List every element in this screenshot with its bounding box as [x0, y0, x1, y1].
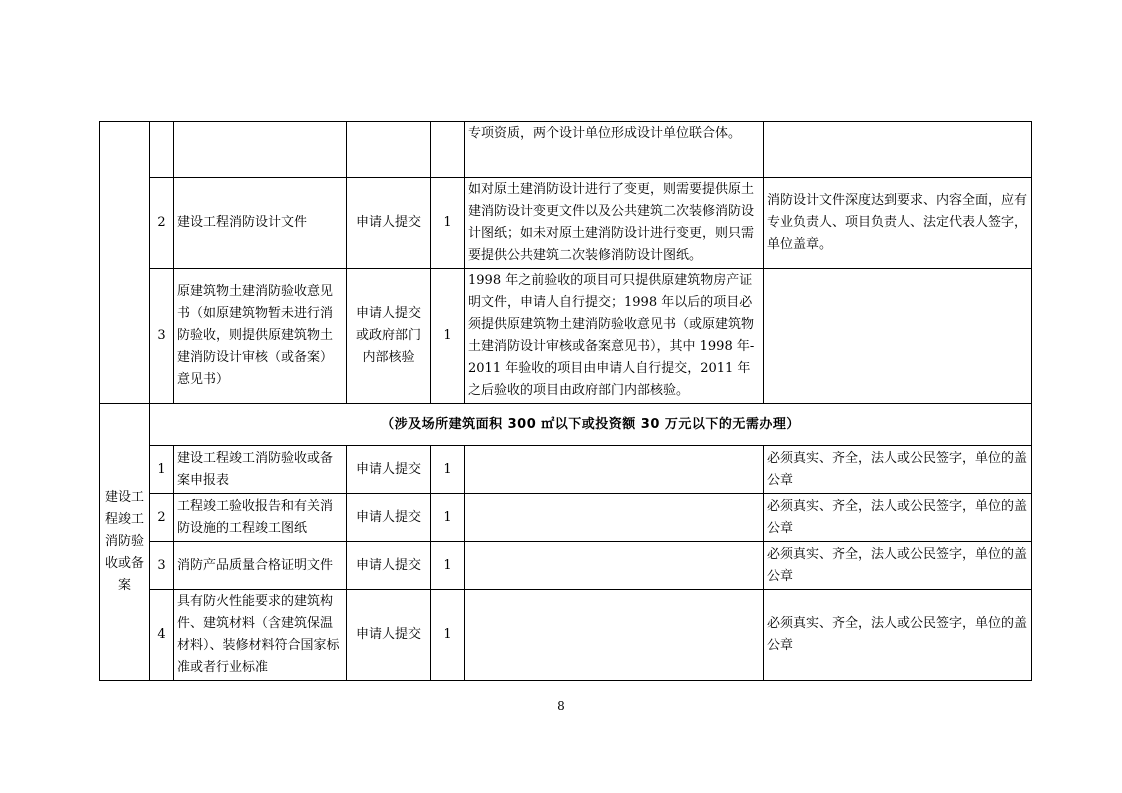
- copies-cell: [431, 122, 465, 178]
- row-number: 2: [150, 494, 174, 542]
- copies-cell: 1: [431, 542, 465, 590]
- material-cell: 原建筑物土建消防验收意见书（如原建筑物暂未进行消防验收，则提供原建筑物土建消防设计审核（或备案）意见书）: [174, 269, 347, 404]
- material-cell: 消防产品质量合格证明文件: [174, 542, 347, 590]
- table-row: [100, 122, 1032, 178]
- source-cell: 申请人提交: [347, 446, 431, 494]
- row-number: [150, 122, 174, 178]
- description-cell: 1998 年之前验收的项目可只提供原建筑物房产证明文件，申请人自行提交；1998 年以后的项目必须提供原建筑物土建消防验收意见书（或原建筑物土建消防设计审核或备案意见书），其中 1998 年-2011 年验收的项目由申请人自行提交，2011 年之后验收的项目由政府部门内部核验。: [465, 269, 764, 404]
- requirement-cell: 必须真实、齐全，法人或公民签字，单位的盖公章: [764, 590, 1032, 681]
- source-cell: 申请人提交: [347, 494, 431, 542]
- source-cell: 申请人提交: [347, 178, 431, 269]
- description-cell: [465, 446, 764, 494]
- banner-row: [100, 404, 1032, 446]
- copies-cell: 1: [431, 269, 465, 404]
- page-number: 8: [557, 699, 565, 713]
- category-cell: 建设工程竣工消防验收或备案: [100, 404, 150, 681]
- requirement-cell: 必须真实、齐全，法人或公民签字，单位的盖公章: [764, 494, 1032, 542]
- material-cell: 工程竣工验收报告和有关消防设施的工程竣工图纸: [174, 494, 347, 542]
- copies-cell: 1: [431, 446, 465, 494]
- table-row: [100, 494, 1032, 542]
- table-row: [100, 590, 1032, 681]
- requirement-cell: [764, 269, 1032, 404]
- table-row: [100, 446, 1032, 494]
- requirements-table: [99, 121, 1032, 681]
- description-cell: [465, 494, 764, 542]
- row-number: 3: [150, 269, 174, 404]
- requirement-cell: 消防设计文件深度达到要求、内容全面，应有专业负责人、项目负责人、法定代表人签字，单位盖章。: [764, 178, 1032, 269]
- section-banner: （涉及场所建筑面积 300 ㎡以下或投资额 30 万元以下的无需办理）: [150, 404, 1032, 446]
- material-cell: [174, 122, 347, 178]
- table-row: [100, 178, 1032, 269]
- copies-cell: 1: [431, 178, 465, 269]
- material-cell: 建设工程竣工消防验收或备案申报表: [174, 446, 347, 494]
- requirement-cell: 必须真实、齐全，法人或公民签字，单位的盖公章: [764, 446, 1032, 494]
- copies-cell: 1: [431, 494, 465, 542]
- material-cell: 建设工程消防设计文件: [174, 178, 347, 269]
- category-cell: [100, 122, 150, 404]
- row-number: 2: [150, 178, 174, 269]
- row-number: 1: [150, 446, 174, 494]
- source-cell: 申请人提交: [347, 542, 431, 590]
- material-cell: 具有防火性能要求的建筑构件、建筑材料（含建筑保温材料）、装修材料符合国家标准或者行业标准: [174, 590, 347, 681]
- requirement-cell: 必须真实、齐全，法人或公民签字，单位的盖公章: [764, 542, 1032, 590]
- description-cell: [465, 542, 764, 590]
- source-cell: 申请人提交: [347, 590, 431, 681]
- copies-cell: 1: [431, 590, 465, 681]
- requirement-cell: [764, 122, 1032, 178]
- source-cell: 申请人提交或政府部门内部核验: [347, 269, 431, 404]
- description-cell: 如对原土建消防设计进行了变更，则需要提供原土建消防设计变更文件以及公共建筑二次装修消防设计图纸；如未对原土建消防设计进行变更，则只需要提供公共建筑二次装修消防设计图纸。: [465, 178, 764, 269]
- source-cell: [347, 122, 431, 178]
- table-row: [100, 542, 1032, 590]
- row-number: 4: [150, 590, 174, 681]
- row-number: 3: [150, 542, 174, 590]
- table-row: [100, 269, 1032, 404]
- description-cell: 专项资质，两个设计单位形成设计单位联合体。: [465, 122, 764, 178]
- description-cell: [465, 590, 764, 681]
